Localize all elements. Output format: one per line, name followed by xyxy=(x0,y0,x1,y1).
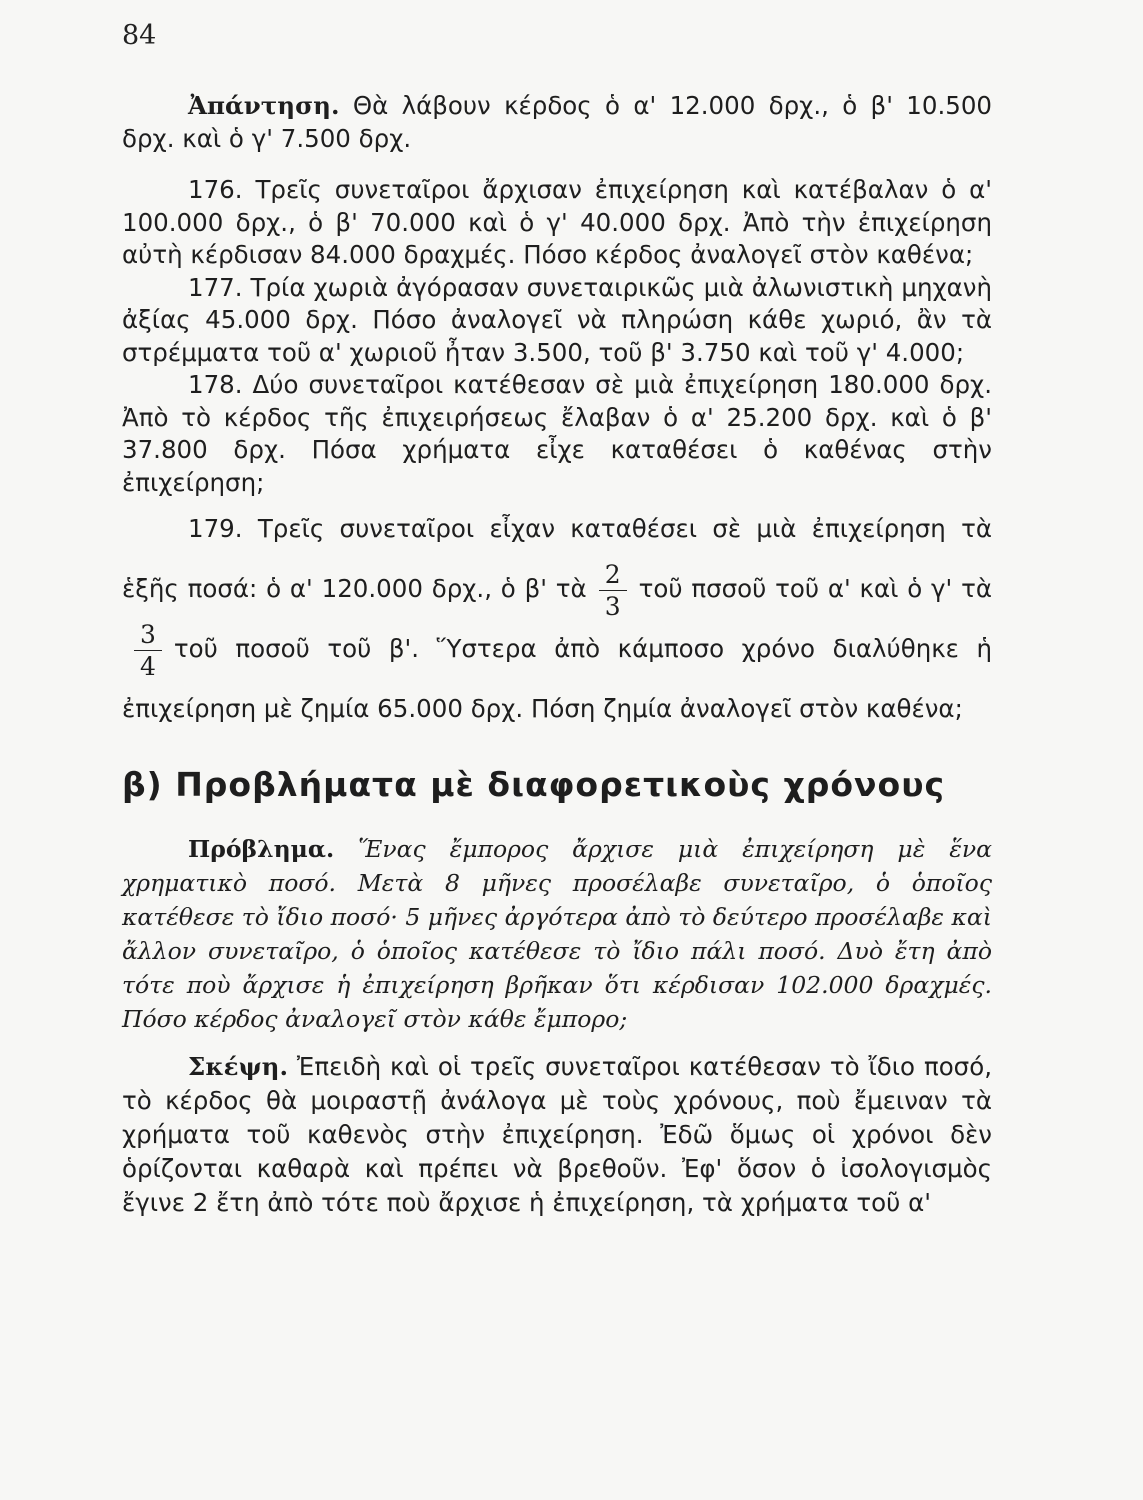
exercise-179-part2: τοῦ πσσοῦ τοῦ α' καὶ ὁ γ' τὰ xyxy=(638,574,992,603)
fraction-denominator: 4 xyxy=(140,651,156,681)
fraction-numerator: 3 xyxy=(134,622,162,651)
fraction-numerator: 2 xyxy=(599,562,627,591)
section-heading: β) Προβλήματα μὲ διαφορετικοὺς χρόνους xyxy=(122,765,946,804)
page-number: 84 xyxy=(122,20,157,51)
answer-label: Ἀπάντηση. xyxy=(188,91,340,120)
problem-label: Πρόβλημα. xyxy=(188,834,335,863)
exercise-178: 178. Δύο συνεταῖροι κατέθεσαν σὲ μιὰ ἐπιχείρηση 180.000 δρχ. Ἀπὸ τὸ κέρδος τῆς ἐπιχειρήσεως ἔλαβαν ὁ α' 25.200 δρχ. καὶ ὁ β' 37.800 δρχ. Πόσα χρήματα εἶχε καταθέσει ὁ καθένας στὴν ἐπιχείρηση; xyxy=(122,370,992,497)
answer-text: Θὰ λάβουν κέρδος ὁ α' 12.000 δρχ., ὁ β' 10.500 δρχ. καὶ ὁ γ' 7.500 δρχ. xyxy=(122,91,992,153)
fraction-denominator: 3 xyxy=(604,591,621,621)
exercise-176: 176. Τρεῖς συνεταῖροι ἄρχισαν ἐπιχείρηση καὶ κατέβαλαν ὁ α' 100.000 δρχ., ὁ β' 70.000 καὶ ὁ γ' 40.000 δρχ. Ἀπὸ τὴν ἐπιχείρηση αὐτὴ κέρδισαν 84.000 δραχμές. Πόσο κέρδος ἀναλογεῖ στὸν καθένα; xyxy=(122,175,992,269)
answer-paragraph xyxy=(122,90,992,155)
thinking-paragraph xyxy=(122,1050,992,1220)
thinking-label: Σκέψη. xyxy=(188,1051,288,1081)
exercise-179 xyxy=(122,499,992,739)
exercise-179-part1: 179. Τρεῖς συνεταῖροι εἶχαν καταθέσει σὲ μιὰ ἐπιχείρηση τὰ ἑξῆς ποσά: ὁ α' 120.000 δρχ., ὁ β' τὰ xyxy=(122,514,992,603)
exercise-177: 177. Τρία χωριὰ ἀγόρασαν συνεταιρικῶς μιὰ ἀλωνιστικὴ μηχανὴ ἀξίας 45.000 δρχ. Πόσο ἀναλογεῖ νὰ πληρώση κάθε χωριό, ἂν τὰ στρέμματα τοῦ α' χωριοῦ ἦταν 3.500, τοῦ β' 3.750 καὶ τοῦ γ' 4.000; xyxy=(122,272,992,367)
thinking-text: Ἐπειδὴ καὶ οἱ τρεῖς συνεταῖροι κατέθεσαν τὸ ἴδιο ποσό, τὸ κέρδος θὰ μοιραστῇ ἀνάλογα μὲ τοὺς χρόνους, ποὺ ἔμειναν τὰ χρήματα τοῦ καθενὸς στὴν ἐπιχείρηση. Ἐδῶ ὅμως οἱ χρόνοι δὲν ὁρίζονται καθαρὰ καὶ πρέπει νὰ βρεθοῦν. Ἐφ' ὅσον ὁ ἰσολογισμὸς ἔγινε 2 ἔτη ἀπὸ τότε ποὺ ἄρχισε ἡ ἐπιχείρηση, τὰ χρήματα τοῦ α' xyxy=(122,1051,992,1217)
problem-text: Ἕνας ἔμπορος ἄρχισε μιὰ ἐπιχείρηση μὲ ἕνα χρηματικὸ ποσό. Μετὰ 8 μῆνες προσέλαβε συνεταῖρο, ὁ ὁποῖος κατέθεσε τὸ ἴδιο ποσό· 5 μῆνες ἀργότερα ἀπὸ τὸ δεύτερο προσέλαβε καὶ ἄλλον συνεταῖρο, ὁ ὁποῖος κατέθεσε τὸ ἴδιο πάλι ποσό. Δυὸ ἔτη ἀπὸ τότε ποὺ ἄρχισε ἡ ἐπιχείρηση βρῆκαν ὅτι κέρδισαν 102.000 δραχμές. Πόσο κέρδος ἀναλογεῖ στὸν κάθε ἔμπορο; xyxy=(122,834,992,1033)
fraction-three-quarters xyxy=(134,619,162,681)
problem-paragraph xyxy=(122,832,992,1036)
exercise-179-part3: τοῦ ποσοῦ τοῦ β'. Ὕστερα ἀπὸ κάμποσο χρόνο διαλύθηκε ἡ ἐπιχείρηση μὲ ζημία 65.000 δρχ. Πόση ζημία ἀναλογεῖ στὸν καθένα; xyxy=(122,634,992,723)
page-body xyxy=(122,90,992,1220)
fraction-two-thirds xyxy=(599,559,627,621)
